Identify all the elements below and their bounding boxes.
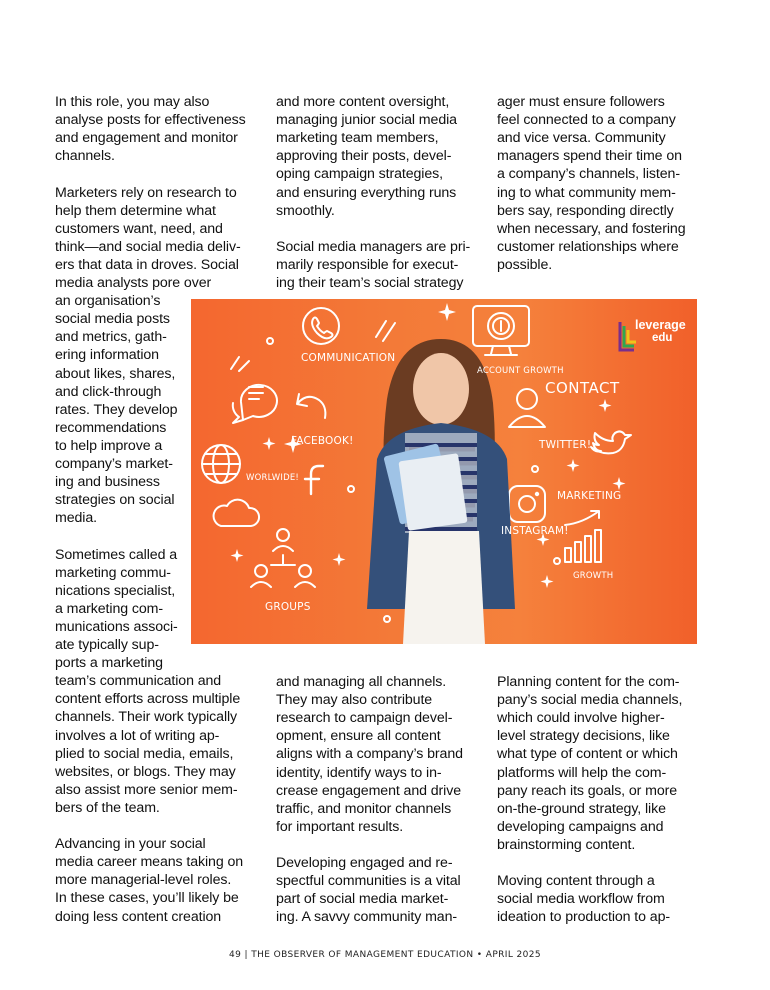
text-line: doing less content creation [55, 908, 222, 925]
text-line: help them determine what [55, 202, 216, 219]
text-line: identity, identify ways to in- [276, 764, 442, 781]
person-icon [509, 389, 545, 427]
text-line: managing junior social media [276, 112, 457, 129]
text-line: for important results. [276, 818, 404, 835]
text-line: and click-through [55, 383, 162, 400]
text-line: In these cases, you’ll likely be [55, 890, 239, 907]
text-line: plied to social media, emails, [55, 745, 234, 762]
logo-text-leverage: leverage [635, 318, 686, 332]
text-line: when necessary, and fostering [497, 220, 686, 237]
text-line: strategies on social [55, 492, 175, 509]
label-communication: COMMUNICATION [301, 352, 396, 364]
text-line: a marketing com- [55, 600, 163, 617]
network-people-icon [251, 529, 315, 587]
text-line: content efforts across multiple [55, 691, 241, 708]
text-line: feel connected to a company [497, 112, 676, 129]
text-line: about likes, shares, [55, 365, 176, 382]
label-groups: GROUPS [265, 601, 311, 613]
text-line: They may also contribute [276, 692, 433, 709]
text-line: social media workflow from [497, 891, 665, 908]
leverage-edu-logo [616, 316, 696, 356]
text-line: to help improve a [55, 437, 163, 454]
text-line: an organisation’s [55, 293, 161, 310]
text-line: ideation to production to ap- [497, 909, 670, 926]
footer-separator: • [476, 950, 483, 960]
text-line: possible. [497, 256, 553, 273]
page-number: 49 [228, 950, 242, 960]
text-line: and engagement and monitor [55, 130, 238, 147]
text-line: bers of the team. [55, 799, 160, 816]
text-line: ering information [55, 347, 159, 364]
text-line: think—and social media deliv- [55, 238, 241, 255]
text-line: opment, ensure all content [276, 728, 441, 745]
label-account-growth: ACCOUNT GROWTH [477, 366, 564, 376]
text-line: rates. They develop [55, 401, 178, 418]
text-line: Developing engaged and re- [276, 855, 453, 871]
facebook-icon [305, 466, 323, 494]
text-line: social media posts [55, 311, 170, 328]
globe-icon [202, 445, 240, 483]
text-line: Planning content for the com- [497, 674, 680, 690]
text-line: on-the-ground strategy, like [497, 800, 666, 817]
text-line: ager must ensure followers [497, 94, 665, 110]
text-line: part of social media market- [276, 891, 449, 908]
text-line: marketing team members, [276, 130, 439, 147]
text-line: munications associ- [55, 618, 178, 635]
text-line: ing. A savvy community man- [276, 909, 458, 926]
text-line: traffic, and monitor channels [276, 800, 452, 817]
logo-text-edu: edu [652, 332, 673, 344]
text-line: Moving content through a [497, 873, 655, 890]
text-line: aligns with a company’s brand [276, 746, 463, 763]
text-line: research to campaign devel- [276, 710, 453, 727]
text-line: level strategy decisions, like [497, 728, 670, 745]
text-line: which could involve higher- [497, 710, 665, 727]
footer-divider: | [244, 950, 252, 960]
text-line: more managerial-level roles. [55, 872, 232, 889]
monitor-coin-icon [473, 306, 529, 355]
label-facebook: FACEBOOK! [291, 435, 354, 447]
text-line: channels. Their work typically [55, 709, 238, 726]
text-line: and more content oversight, [276, 94, 450, 110]
text-line: Sometimes called a [55, 546, 178, 563]
text-line: recommendations [55, 419, 167, 436]
text-line: also assist more senior mem- [55, 781, 238, 798]
bar-growth-icon [565, 511, 601, 562]
twitter-bird-icon [591, 431, 631, 453]
page-footer [0, 950, 770, 960]
text-line: ing their team’s social strategy [276, 275, 464, 291]
text-line: developing campaigns and [497, 818, 664, 835]
text-line: ports a marketing [55, 655, 163, 672]
text-line: marily responsible for execut- [276, 256, 459, 273]
text-line: and managing all channels. [276, 674, 447, 690]
label-contact: CONTACT [545, 379, 620, 397]
text-line: ing to what community mem- [497, 184, 676, 201]
text-line: media career means taking on [55, 854, 244, 871]
cloud-icon [214, 500, 259, 526]
text-line: ers that data in droves. Social [55, 256, 239, 273]
text-line: managers spend their time on [497, 148, 682, 165]
text-line: nications specialist, [55, 582, 176, 599]
text-line: smoothly. [276, 202, 335, 219]
text-line: pany’s social media channels, [497, 692, 683, 709]
text-line: bers say, responding directly [497, 202, 674, 219]
text-line: spectful communities is a vital [276, 873, 461, 890]
text-line: involves a lot of writing ap- [55, 727, 220, 744]
text-line: media analysts pore over [55, 275, 212, 291]
phone-chat-icon [303, 308, 339, 344]
text-line: marketing commu- [55, 564, 171, 581]
text-line: approving their posts, devel- [276, 148, 452, 165]
text-line: customer relationships where [497, 238, 679, 255]
text-line: what type of content or which [497, 746, 678, 763]
text-line: and ensuring everything runs [276, 184, 457, 201]
text-line: media. [55, 510, 97, 527]
arrow-icon [297, 394, 325, 418]
label-marketing: MARKETING [557, 490, 622, 502]
text-line: In this role, you may also [55, 94, 210, 110]
issue-date: APRIL 2025 [485, 950, 542, 960]
text-line: Social media managers are pri- [276, 238, 471, 255]
text-line: crease engagement and drive [276, 782, 462, 799]
text-line: Marketers rely on research to [55, 184, 237, 201]
text-line: Advancing in your social [55, 836, 206, 853]
text-line: and metrics, gath- [55, 329, 167, 346]
woman-figure [367, 339, 515, 644]
text-line: brainstorming content. [497, 836, 636, 853]
text-line: customers want, need, and [55, 220, 223, 237]
label-worldwide: WORLWIDE! [246, 473, 299, 483]
chat-bubbles-icon [233, 385, 277, 423]
text-line: team’s communication and [55, 673, 222, 690]
text-line: websites, or blogs. They may [55, 763, 236, 780]
publication-name: THE OBSERVER OF MANAGEMENT EDUCATION [251, 950, 474, 960]
text-line: oping campaign strategies, [276, 166, 443, 183]
label-growth: GROWTH [573, 571, 614, 581]
text-line: company’s market- [55, 456, 173, 472]
text-line: a company’s channels, listen- [497, 166, 680, 183]
text-line: pany reach its goals, or more [497, 782, 678, 799]
text-line: channels. [55, 148, 115, 165]
text-line: platforms will help the com- [497, 764, 667, 781]
text-line: ing and business [55, 474, 160, 491]
label-instagram: INSTAGRAM! [501, 525, 569, 537]
instagram-icon [509, 486, 545, 522]
label-twitter: TWITTER! [539, 439, 592, 451]
text-line: and vice versa. Community [497, 130, 666, 147]
text-line: ate typically sup- [55, 637, 159, 653]
text-line: analyse posts for effectiveness [55, 112, 246, 129]
